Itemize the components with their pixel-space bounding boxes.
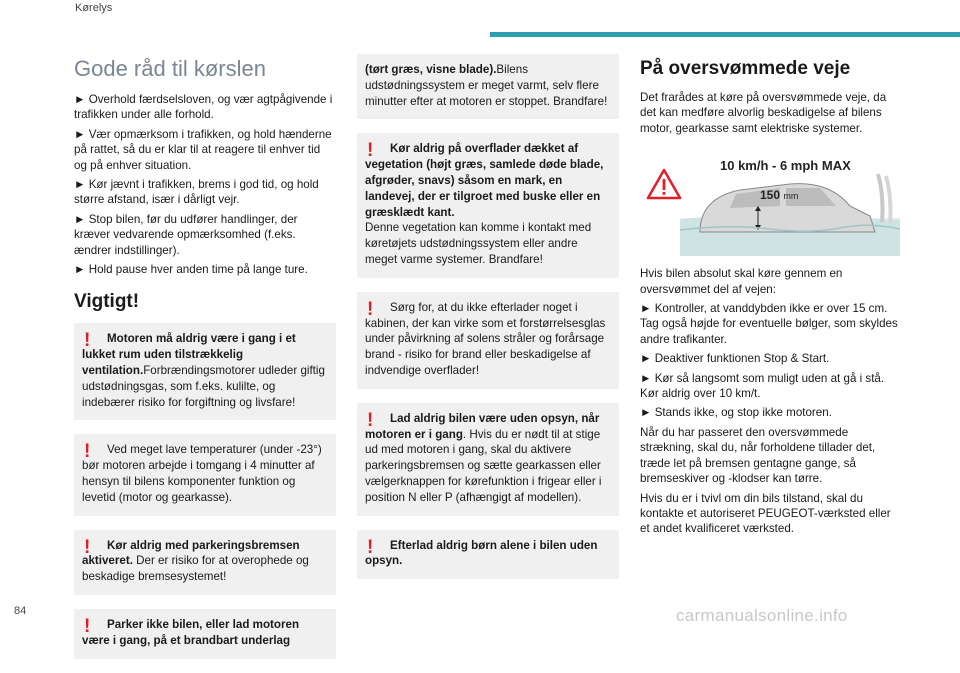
flooded-road-illustration bbox=[640, 146, 900, 256]
warning-exclamation-icon: ! bbox=[84, 536, 91, 558]
warning-exclamation-icon: ! bbox=[84, 330, 91, 352]
warning-box bbox=[357, 133, 619, 277]
flooded-line-3: ► Deaktiver funktionen Stop & Start. bbox=[640, 352, 830, 366]
header-section-label: Kørelys bbox=[75, 2, 113, 14]
warning-exclamation-icon: ! bbox=[367, 298, 374, 320]
warning-text: Ved meget lave temperaturer (under -23°) bør motoren arbejde i tomgang i 4 minutter af hensyn til bilens komponenter funktion og levetid (motor og gearkasse). bbox=[82, 443, 322, 504]
flooded-line-2: ► Kontroller, at vanddybden ikke er over 15 cm. Tag også højde for eventuelle bølger, som skyldes andre trafikanter. bbox=[640, 302, 898, 346]
tip-5: ► Hold pause hver anden time på lange ture. bbox=[74, 263, 308, 277]
warning-exclamation-icon: ! bbox=[84, 441, 91, 463]
flooded-line-7: Hvis du er i tvivl om din bils tilstand, skal du kontakte et autoriseret PEUGEOT-værksted eller et andet kvalificeret værksted. bbox=[640, 491, 891, 536]
max-speed-label: 10 km/h - 6 mph MAX bbox=[720, 158, 851, 174]
warning-box bbox=[357, 403, 619, 516]
warning-box bbox=[74, 530, 336, 595]
warning-box bbox=[74, 323, 336, 420]
warning-bold-text: Efterlad aldrig børn alene i bilen uden opsyn. bbox=[365, 538, 598, 568]
warning-exclamation-icon: ! bbox=[367, 140, 374, 162]
warning-bold-text: Parker ikke bilen, eller lad motoren være i gang, på et brandbart underlag bbox=[82, 618, 300, 647]
warning-bold-text: (tørt græs, visne blade). bbox=[365, 63, 497, 76]
warning-box bbox=[74, 434, 336, 515]
warning-exclamation-icon: ! bbox=[367, 536, 374, 558]
watermark: carmanualsonline.info bbox=[676, 606, 848, 625]
warning-box bbox=[357, 292, 619, 389]
warning-text: Der er risiko for at overophede og beskadige bremsesystemet! bbox=[82, 554, 309, 584]
section-title: Gode råd til kørslen bbox=[74, 56, 266, 81]
warning-bold-text: Kør aldrig på overflader dækket af vegetation (højt græs, samlede døde blade, afgrøder, snavs) såsom en mark, en landevej, der er tilgroet med buske eller en græsklædt kant. bbox=[365, 142, 604, 219]
flooded-roads-title: På oversvømmede veje bbox=[640, 58, 851, 79]
column-2 bbox=[357, 54, 619, 593]
warning-bold-text: Kør aldrig med parkeringsbremsen aktiveret. bbox=[82, 538, 300, 568]
warning-bold-text: Motoren må aldrig være i gang i et lukket rum uden tilstrækkelig ventilation. bbox=[82, 332, 296, 378]
warning-text: Forbrændingsmotorer udleder giftig udstødningsgas, som f.eks. kulilte, og indebærer risiko for forgiftning og livsfare! bbox=[82, 364, 325, 409]
tip-4: ► Stop bilen, før du udfører handlinger, der kræver vedvarende opmærksomhed (f.eks. ændrer indstillinger). bbox=[74, 212, 298, 257]
water-depth-label bbox=[760, 188, 798, 202]
flooded-line-6: Når du har passeret den oversvømmede strækning, skal du, når forholdene tillader det, træde let på bremsen gentagne gange, så bremseskiver og -klodser kan tørre. bbox=[640, 425, 876, 486]
warning-text: Sørg for, at du ikke efterlader noget i kabinen, der kan virke som et forstørrelsesglas under påvirkning af solens stråler og forårsage brand - risiko for brand eller beskadigelse af indvendige overflader! bbox=[365, 300, 606, 377]
flooded-line-4: ► Kør så langsomt som muligt uden at gå i stå. Kør aldrig over 10 km/t. bbox=[640, 371, 885, 401]
warning-exclamation-icon: ! bbox=[84, 616, 91, 638]
warning-box bbox=[74, 609, 336, 659]
warning-text: . Hvis du er nødt til at stige ud med motoren i gang, skal du aktivere parkeringsbremsen og sætte gearkassen eller vælgerknappen for kørefunktion i frigear eller i position N eller P (afhængigt af modellen). bbox=[365, 427, 602, 504]
water-depth-value: 150 bbox=[760, 188, 781, 203]
tip-2: ► Vær opmærksom i trafikken, og hold hænderne på rattet, så du er klar til at reagere til enhver tid og på enhver situation. bbox=[74, 127, 332, 172]
column-1 bbox=[74, 54, 336, 673]
flooded-intro: Det frarådes at køre på oversvømmede veje, da det kan medføre alvorlig beskadigelse af bilens motor, gearkasse samt elektriske systemer. bbox=[640, 91, 887, 135]
column-3 bbox=[640, 54, 902, 541]
important-heading: Vigtigt! bbox=[74, 291, 140, 313]
flooded-line-1: Hvis bilen absolut skal køre gennem en oversvømmet del af vejen: bbox=[640, 267, 843, 296]
water-depth-unit: mm bbox=[783, 191, 799, 202]
flooded-line-5: ► Stands ikke, og stop ikke motoren. bbox=[640, 406, 832, 420]
warning-exclamation-icon: ! bbox=[367, 409, 374, 431]
tip-1: ► Overhold færdselsloven, og vær agtpågivende i trafikken under alle forhold. bbox=[74, 93, 333, 122]
warning-box bbox=[357, 530, 619, 580]
warning-bold-text: Lad aldrig bilen være uden opsyn, når motoren er i gang bbox=[365, 411, 600, 441]
warning-continuation-box bbox=[357, 54, 619, 119]
page-number: 84 bbox=[14, 605, 27, 617]
warning-text: Denne vegetation kan komme i kontakt med køretøjets udstødningssystem eller andre meget varme systemer. Brandfare! bbox=[365, 221, 592, 266]
warning-text: Bilens udstødningssystem er meget varmt, selv flere minutter efter at motoren er stoppet. Brandfare! bbox=[365, 63, 608, 108]
tip-3: ► Kør jævnt i trafikken, brems i god tid, og hold større afstand, især i dårligt vejr. bbox=[74, 178, 319, 207]
header-accent-bar bbox=[490, 32, 960, 37]
